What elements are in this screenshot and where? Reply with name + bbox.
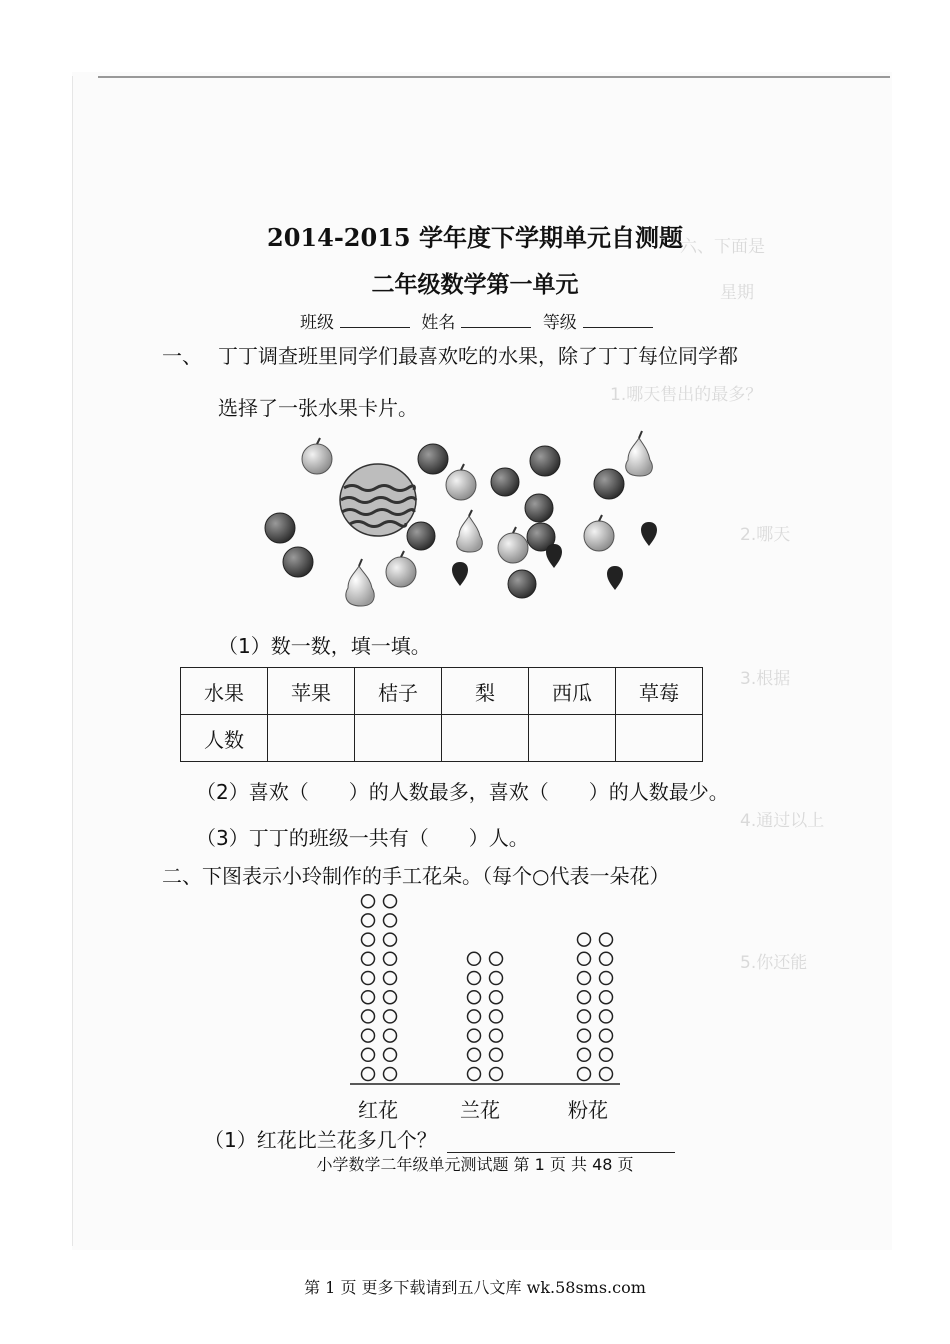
flower-circle (578, 1048, 591, 1061)
flower-circle (600, 972, 613, 985)
orange-icon (407, 522, 435, 550)
top-border-line (98, 76, 890, 78)
pear-icon (346, 559, 374, 606)
flower-circle (600, 952, 613, 965)
table-header-cell: 西瓜 (529, 668, 616, 715)
section-two-text: 二、下图表示小玲制作的手工花朵。（每个○代表一朵花） (162, 864, 670, 888)
flower-pictograph (340, 888, 630, 1098)
flower-circle (490, 1048, 503, 1061)
table-header-cell: 桔子 (355, 668, 442, 715)
name-label: 姓名 (421, 313, 456, 333)
flower-label: 兰花 (460, 1098, 500, 1122)
question-1-3: （3）丁丁的班级一共有（ ）人。 (196, 826, 529, 850)
orange-icon (594, 469, 624, 499)
flower-circle (384, 895, 397, 908)
table-header-cell: 苹果 (268, 668, 355, 715)
flower-circle (490, 1029, 503, 1042)
flower-circle (578, 1010, 591, 1023)
class-blank[interactable] (340, 313, 410, 328)
flower-circle (600, 1068, 613, 1081)
flower-label: 红花 (358, 1098, 398, 1122)
bleed-through-text: 2.哪天 (740, 525, 791, 545)
watermelon-icon (340, 464, 416, 536)
flower-circle (600, 1029, 613, 1042)
grade-blank[interactable] (583, 313, 653, 328)
orange-icon (530, 446, 560, 476)
bleed-through-text: 4.通过以上 (740, 811, 825, 831)
table-header-cell: 梨 (442, 668, 529, 715)
flower-circle (578, 991, 591, 1004)
flower-circle (384, 914, 397, 927)
flower-circle (600, 1010, 613, 1023)
table-header-cell: 草莓 (616, 668, 703, 715)
student-info (300, 308, 659, 333)
answer-cell[interactable] (268, 715, 355, 762)
flower-circle (468, 1010, 481, 1023)
flower-circle (490, 972, 503, 985)
grade-label: 等级 (542, 313, 577, 333)
question-2-1 (204, 1124, 675, 1153)
question-2-1-text: （1）红花比兰花多几个？ (204, 1128, 437, 1152)
answer-cell[interactable] (616, 715, 703, 762)
flower-circle (362, 1029, 375, 1042)
strawberry-icon (452, 562, 468, 586)
flower-circle (468, 952, 481, 965)
flower-circle (384, 1029, 397, 1042)
flower-circle (362, 972, 375, 985)
flower-circle (384, 972, 397, 985)
flower-circle (490, 991, 503, 1004)
flower-circle (468, 991, 481, 1004)
flower-circle (384, 1068, 397, 1081)
orange-icon (491, 468, 519, 496)
question-1-2: （2）喜欢（ ）的人数最多，喜欢（ ）的人数最少。 (196, 780, 729, 804)
table-header-cell: 水果 (181, 668, 268, 715)
bleed-through-text: 1.哪天售出的最多？ (610, 385, 763, 405)
section-one-text-line1: 丁丁调查班里同学们最喜欢吃的水果，除了丁丁每位同学都 (218, 344, 738, 368)
apple-icon (498, 527, 528, 563)
question-1-1: （1）数一数，填一填。 (218, 634, 431, 658)
flower-circle (362, 991, 375, 1004)
flower-circle (362, 933, 375, 946)
strawberry-icon (607, 566, 623, 590)
flower-circle (384, 991, 397, 1004)
apple-icon (302, 438, 332, 474)
section-one-number: 一、 (162, 344, 202, 368)
section-one-text-line2: 选择了一张水果卡片。 (218, 396, 418, 420)
orange-icon (265, 513, 295, 543)
name-blank[interactable] (461, 313, 531, 328)
flower-circle (384, 1010, 397, 1023)
orange-icon (508, 570, 536, 598)
flower-circle (468, 1029, 481, 1042)
answer-cell[interactable] (529, 715, 616, 762)
orange-icon (418, 444, 448, 474)
flower-circle (578, 972, 591, 985)
answer-line[interactable] (447, 1134, 675, 1153)
flower-circle (362, 1010, 375, 1023)
fruit-cards-illustration (256, 428, 676, 618)
flower-circle (600, 933, 613, 946)
apple-icon (386, 551, 416, 587)
apple-icon (446, 464, 476, 500)
fruit-count-table (180, 667, 703, 762)
orange-icon (283, 547, 313, 577)
flower-circle (468, 1068, 481, 1081)
flower-circle (578, 1068, 591, 1081)
bleed-through-text: 5.你还能 (740, 953, 808, 973)
table-header-row (181, 668, 703, 715)
flower-circle (600, 991, 613, 1004)
flower-circle (468, 972, 481, 985)
bleed-through-text: 星期 (720, 283, 754, 303)
page-footer: 小学数学二年级单元测试题 第 1 页 共 48 页 (316, 1155, 634, 1174)
flower-circle (600, 1048, 613, 1061)
pear-icon (457, 510, 483, 552)
flower-circle (578, 933, 591, 946)
flower-circle (362, 1048, 375, 1061)
exam-title: 2014-2015 学年度下学期单元自测题 (267, 223, 683, 252)
bleed-through-text: 六、下面是 (680, 237, 765, 257)
answer-cell[interactable] (442, 715, 529, 762)
flower-label: 粉花 (568, 1098, 608, 1122)
flower-circle (384, 933, 397, 946)
flower-circle (490, 1068, 503, 1081)
pear-icon (626, 431, 653, 476)
flower-circle (578, 1029, 591, 1042)
flower-circle (490, 952, 503, 965)
flower-circle (362, 952, 375, 965)
strawberry-icon (546, 544, 562, 568)
flower-circle (362, 895, 375, 908)
apple-icon (584, 515, 614, 551)
download-note: 第 1 页 更多下载请到五八文库 wk.58sms.com (304, 1278, 646, 1297)
orange-icon (525, 494, 553, 522)
flower-circle (362, 1068, 375, 1081)
flower-circle (362, 914, 375, 927)
flower-circle (384, 1048, 397, 1061)
table-row-label: 人数 (181, 715, 268, 762)
answer-cell[interactable] (355, 715, 442, 762)
flower-circle (578, 952, 591, 965)
bleed-through-text: 3.根据 (740, 669, 791, 689)
class-label: 班级 (300, 313, 334, 333)
strawberry-icon (641, 522, 657, 546)
flower-circle (468, 1048, 481, 1061)
exam-subtitle: 二年级数学第一单元 (371, 271, 579, 298)
flower-circle (490, 1010, 503, 1023)
table-row (181, 715, 703, 762)
flower-circle (384, 952, 397, 965)
